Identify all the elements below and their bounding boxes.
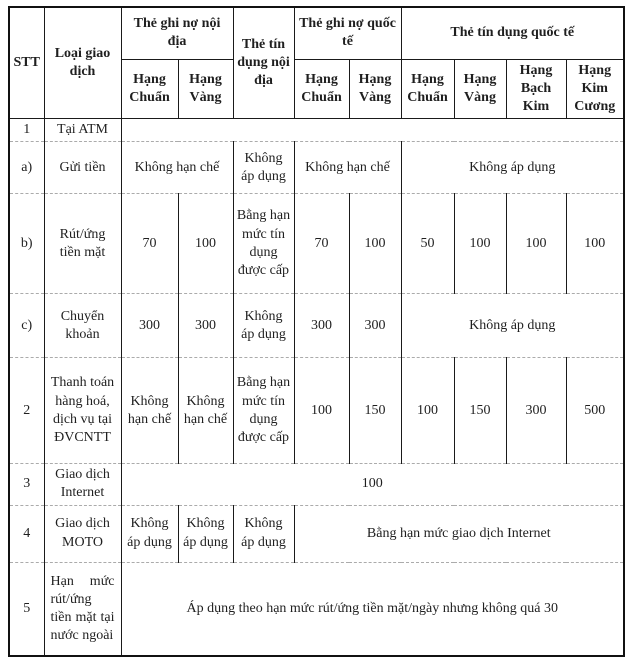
col-group-international-credit-card: Thẻ tín dụng quốc tế (401, 7, 624, 59)
value-cell: Không áp dụng (401, 294, 624, 358)
col-header-diamond-intl-credit: Hạng Kim Cương (566, 59, 624, 119)
table-row (9, 194, 624, 294)
value-cell: 300 (349, 294, 401, 358)
table-row (9, 119, 624, 142)
value-cell: 300 (121, 294, 178, 358)
table-row (9, 294, 624, 358)
row-label-cell: Giao dịch MOTO (44, 505, 121, 562)
value-cell: 300 (506, 358, 566, 464)
header-group-row (9, 7, 624, 59)
value-cell: 100 (121, 464, 624, 505)
row-index-cell: 5 (9, 562, 44, 656)
table-row (9, 464, 624, 505)
value-cell: 100 (294, 358, 349, 464)
value-cell: Áp dụng theo hạn mức rút/ứng tiền mặt/ngày nhưng không quá 30 (121, 562, 624, 656)
col-header-stt: STT (9, 7, 44, 119)
col-header-gold-domestic-debit: Hạng Vàng (178, 59, 233, 119)
row-index-cell: a) (9, 142, 44, 194)
row-index-cell: 3 (9, 464, 44, 505)
value-cell: Bằng hạn mức tín dụng được cấp (233, 358, 294, 464)
col-header-domestic-credit-card: Thẻ tín dụng nội địa (233, 7, 294, 119)
row-index-cell: 4 (9, 505, 44, 562)
row-index-cell: 2 (9, 358, 44, 464)
table-row (9, 142, 624, 194)
value-cell: Không áp dụng (178, 505, 233, 562)
value-cell: Không áp dụng (121, 505, 178, 562)
row-label-cell: Hạn mức rút/ứng tiền mặt tại nước ngoài (44, 562, 121, 656)
value-cell: 70 (121, 194, 178, 294)
value-cell: 300 (178, 294, 233, 358)
value-cell: 300 (294, 294, 349, 358)
card-limits-table (8, 6, 625, 657)
value-cell: Không áp dụng (233, 505, 294, 562)
value-cell: Không áp dụng (233, 294, 294, 358)
table-row (9, 562, 624, 656)
row-index-cell: 1 (9, 119, 44, 142)
col-group-international-debit-card: Thẻ ghi nợ quốc tế (294, 7, 401, 59)
row-index-cell: c) (9, 294, 44, 358)
value-cell: 100 (349, 194, 401, 294)
col-group-domestic-debit-card: Thẻ ghi nợ nội địa (121, 7, 233, 59)
value-cell: 50 (401, 194, 454, 294)
value-cell: Không áp dụng (233, 142, 294, 194)
value-cell: 500 (566, 358, 624, 464)
table-body (9, 119, 624, 657)
value-cell: 100 (401, 358, 454, 464)
row-label-cell: Thanh toán hàng hoá, dịch vụ tại ĐVCNTT (44, 358, 121, 464)
value-cell (121, 119, 624, 142)
col-header-transaction-type: Loại giao dịch (44, 7, 121, 119)
value-cell: 150 (349, 358, 401, 464)
row-label-cell: Tại ATM (44, 119, 121, 142)
col-header-standard-intl-credit: Hạng Chuẩn (401, 59, 454, 119)
value-cell: Không hạn chế (294, 142, 401, 194)
table-row (9, 505, 624, 562)
col-header-standard-intl-debit: Hạng Chuẩn (294, 59, 349, 119)
value-cell: Bằng hạn mức tín dụng được cấp (233, 194, 294, 294)
table-row (9, 358, 624, 464)
value-cell: 100 (178, 194, 233, 294)
value-cell: Không hạn chế (178, 358, 233, 464)
value-cell: Không hạn chế (121, 358, 178, 464)
col-header-gold-intl-debit: Hạng Vàng (349, 59, 401, 119)
value-cell: Bằng hạn mức giao dịch Internet (294, 505, 624, 562)
row-index-cell: b) (9, 194, 44, 294)
col-header-gold-intl-credit: Hạng Vàng (454, 59, 506, 119)
col-header-platinum-intl-credit: Hạng Bạch Kim (506, 59, 566, 119)
value-cell: Không áp dụng (401, 142, 624, 194)
col-header-standard-domestic-debit: Hạng Chuẩn (121, 59, 178, 119)
row-label-cell: Chuyển khoản (44, 294, 121, 358)
row-label-cell: Rút/ứng tiền mặt (44, 194, 121, 294)
value-cell: 100 (566, 194, 624, 294)
value-cell: 70 (294, 194, 349, 294)
table-header (9, 7, 624, 119)
value-cell: 150 (454, 358, 506, 464)
value-cell: 100 (506, 194, 566, 294)
row-label-cell: Gửi tiền (44, 142, 121, 194)
row-label-cell: Giao dịch Internet (44, 464, 121, 505)
value-cell: Không hạn chế (121, 142, 233, 194)
value-cell: 100 (454, 194, 506, 294)
